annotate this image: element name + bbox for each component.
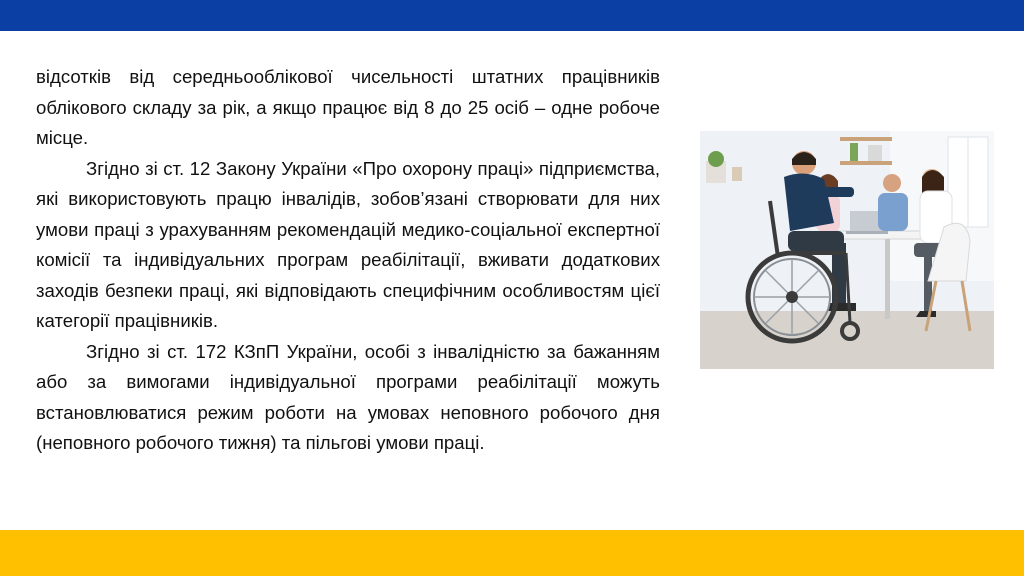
paragraph-1: відсотків від середньооблікової чисельності штатних працівників облікового складу за рік, а якщо працює від 8 до 25 осіб – одне робоче місце. xyxy=(36,66,660,148)
office-meeting-wheelchair-illustration xyxy=(700,131,994,369)
paragraph-3: Згідно зі ст. 172 КЗпП України, особі з інвалідністю за бажанням або за вимогами індивідуальної програми реабілітації можуть встановлюватися режим роботи на умовах неповного робочого дня (неповного робочого тижня) та пільгові умови праці. xyxy=(36,340,660,453)
paragraph-2: Згідно зі ст. 12 Закону України «Про охорону праці» підприємства, які використовують працю інвалідів, зобов’язані створювати для них умови праці з урахуванням рекомендацій медико-соціальної експертної комісії та індивідуальних програм реабілітації, вживати додаткових заходів безпеки праці, які відповідають специфічним особливостям цієї категорії працівників. xyxy=(36,157,660,331)
office-meeting-photo xyxy=(700,131,994,369)
body-text xyxy=(36,62,660,459)
top-blue-band xyxy=(0,0,1024,31)
bottom-yellow-band xyxy=(0,530,1024,576)
